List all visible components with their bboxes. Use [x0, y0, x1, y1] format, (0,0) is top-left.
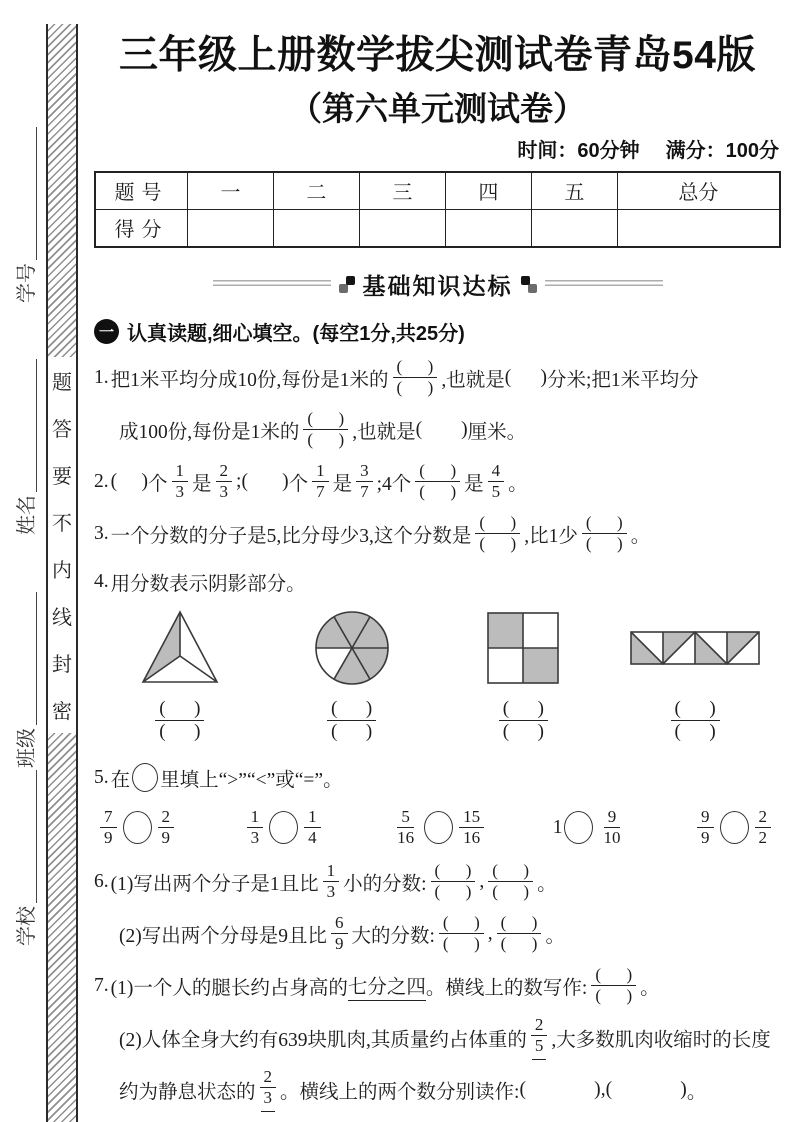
seal-char: 内	[52, 560, 72, 582]
fraction-blank	[582, 513, 627, 554]
question-5-title	[94, 756, 781, 800]
question-6-part-2	[94, 908, 781, 960]
seal-char: 答	[52, 419, 72, 441]
fraction	[216, 461, 233, 502]
seal-char: 封	[52, 654, 72, 676]
question-text: ,也就是	[441, 369, 505, 391]
compare-circle	[269, 811, 298, 844]
question-6-part-1	[94, 856, 781, 908]
denominator: 7	[316, 482, 325, 502]
question-text: (1)写出两个分子是1且比	[110, 873, 319, 895]
seal-char: 题	[52, 372, 72, 394]
fraction-blank	[327, 698, 376, 744]
score-header-cell: 二	[273, 172, 359, 210]
hatch-pattern-bottom	[48, 733, 76, 1122]
numerator: ( )	[499, 698, 548, 721]
compare-circle	[564, 811, 593, 844]
question-text: 一个分数的分子是5,比分母少3,这个分数是	[110, 525, 472, 547]
underlined-term: 七分之四	[348, 971, 426, 1001]
numerator: 9	[697, 807, 714, 828]
numerator: 1	[304, 807, 321, 828]
score-cell-empty	[273, 209, 359, 247]
quote-icon-left	[339, 276, 355, 293]
score-cell-empty	[187, 209, 273, 247]
numerator: 5	[397, 807, 414, 828]
fraction	[331, 913, 348, 954]
numerator: ( )	[431, 861, 476, 882]
fraction	[304, 807, 321, 848]
fraction-blank	[439, 913, 484, 954]
question-text: 成100份,每份是1米的	[119, 421, 300, 443]
question-7-part-2-continued	[94, 1064, 781, 1116]
class-field	[11, 592, 37, 768]
question-3	[94, 508, 781, 560]
fraction	[100, 807, 117, 848]
question-text: ,也就是	[352, 421, 416, 443]
numerator: ( )	[582, 513, 627, 534]
whole-number: 1	[552, 816, 563, 838]
question-text: 。	[630, 525, 651, 547]
numerator: 1	[323, 861, 340, 882]
fraction-blank	[488, 861, 533, 902]
student-id-field	[11, 127, 37, 303]
denominator: ( )	[442, 934, 480, 954]
question-4-shapes	[94, 608, 781, 688]
fraction-blank	[415, 461, 460, 502]
numerator: ( )	[303, 409, 348, 430]
question-number: 4.	[94, 570, 109, 592]
fraction	[697, 807, 714, 848]
fraction-blank	[303, 409, 348, 450]
question-text: 是	[192, 473, 212, 495]
question-1-line-1	[94, 352, 781, 404]
score-header-cell: 题号	[95, 172, 187, 210]
time-limit: 时间：60分钟	[517, 139, 640, 162]
denominator: ( )	[396, 378, 434, 398]
question-text: 约为静息状态的	[119, 1081, 256, 1103]
comparison-item	[389, 807, 488, 848]
fraction-blank	[591, 965, 636, 1006]
denominator: 4	[308, 828, 317, 848]
denominator: 5	[534, 1036, 544, 1056]
score-row-label: 得分	[95, 209, 187, 247]
question-text: 。	[640, 977, 660, 999]
numerator: 9	[604, 807, 621, 828]
fraction	[323, 861, 340, 902]
fraction	[459, 807, 484, 848]
question-7-part-2	[94, 1012, 781, 1064]
question-text: 。	[537, 873, 557, 895]
numerator: 2	[216, 461, 233, 482]
question-text: ;4个	[376, 473, 412, 495]
fraction-blank	[155, 698, 204, 744]
banner-line-right	[545, 280, 663, 288]
numerator: ( )	[155, 698, 204, 721]
question-text: ;	[236, 470, 242, 492]
numerator: 7	[100, 807, 117, 828]
fraction-blank	[499, 698, 548, 744]
question-5-comparisons	[94, 800, 781, 856]
seal-char: 要	[52, 466, 72, 488]
question-4-title	[94, 560, 781, 604]
answer-blank: ( )	[519, 1078, 601, 1100]
question-text: ,	[479, 870, 485, 892]
answer-blank: ( )	[241, 470, 289, 492]
denominator: ( )	[159, 721, 201, 743]
banner-title: 基础知识达标	[362, 272, 513, 299]
answer-blank: ( )	[415, 418, 468, 440]
part-one-title: 认真读题,细心填空。(每空1分,共25分)	[127, 322, 465, 345]
question-number: 6.	[94, 870, 109, 892]
denominator: ( )	[307, 430, 345, 450]
numerator: 2	[158, 807, 175, 828]
class-label: 班级	[16, 728, 38, 768]
denominator: ( )	[492, 882, 530, 902]
question-number: 5.	[94, 766, 109, 788]
compare-circle	[720, 811, 749, 844]
circle-shape	[313, 609, 391, 687]
question-number: 7.	[94, 974, 109, 996]
numerator: 1	[172, 461, 189, 482]
fraction	[260, 1067, 277, 1112]
question-number: 1.	[94, 366, 109, 388]
seal-char: 密	[52, 701, 72, 723]
numerator: ( )	[497, 913, 542, 934]
question-text: 把1米平均分成10份,每份是1米的	[110, 369, 389, 391]
student-id-blank-line	[17, 127, 37, 260]
denominator: ( )	[331, 721, 373, 743]
answer-blank: ( )	[605, 1078, 687, 1100]
numerator: ( )	[671, 698, 720, 721]
question-text: ,比1少	[524, 525, 578, 547]
question-text: 用分数表示阴影部分。	[110, 573, 306, 595]
fraction	[356, 461, 373, 502]
fraction	[393, 807, 418, 848]
question-text: 。	[686, 1081, 707, 1103]
denominator: 7	[360, 482, 369, 502]
denominator: 5	[491, 482, 501, 502]
paper-subtitle: （第六单元测试卷）	[289, 89, 586, 127]
question-text: ,大多数肌肉收缩时的长度	[551, 1029, 771, 1051]
fraction-blank	[431, 861, 476, 902]
denominator: 3	[326, 882, 336, 902]
fraction	[755, 807, 772, 848]
rectangle-shape	[629, 630, 761, 666]
hatch-pattern-top	[48, 24, 76, 357]
school-label: 学校	[16, 906, 38, 946]
denominator: ( )	[595, 986, 633, 1006]
question-text: ,	[487, 922, 493, 944]
denominator: 3	[263, 1088, 273, 1108]
denominator: 10	[603, 828, 621, 848]
question-text: (1)一个人的腿长约占身高的	[110, 977, 348, 999]
quote-icon-right	[521, 276, 537, 293]
score-header-cell: 一	[187, 172, 273, 210]
question-text: (2)人体全身大约有639块肌肉,其质量约占体重的	[119, 1029, 527, 1051]
score-header-cell: 四	[445, 172, 531, 210]
denominator: ( )	[500, 934, 538, 954]
seal-char: 线	[52, 607, 72, 629]
question-text: 在	[110, 769, 131, 791]
comparison-item	[553, 807, 629, 848]
numerator: ( )	[415, 461, 460, 482]
paper-content	[94, 26, 781, 1116]
seal-char: 不	[52, 513, 72, 535]
student-id-label: 学号	[16, 263, 38, 303]
question-text: 。横线上的数写作:	[425, 977, 588, 999]
denominator: 9	[701, 828, 710, 848]
question-text: 里填上“>”“<”或“=”。	[160, 769, 343, 791]
answer-blank: ( )	[110, 470, 148, 492]
numerator: ( )	[591, 965, 636, 986]
score-cell-empty	[531, 209, 617, 247]
denominator: 9	[335, 934, 344, 954]
question-text: 个	[288, 473, 309, 495]
question-1-line-2	[94, 404, 781, 456]
compare-circle	[424, 811, 453, 844]
fraction-blank	[497, 913, 542, 954]
score-cell-empty	[445, 209, 531, 247]
numerator: ( )	[475, 513, 520, 534]
denominator: 9	[104, 828, 113, 848]
numerator: 2	[755, 807, 772, 828]
question-text: 是	[464, 473, 484, 495]
denominator: ( )	[419, 482, 457, 502]
compare-circle	[123, 811, 152, 844]
question-text: 。	[508, 473, 528, 495]
student-name-field	[11, 359, 37, 535]
score-header-cell: 三	[359, 172, 445, 210]
numerator: 1	[312, 461, 329, 482]
fraction	[599, 807, 624, 848]
numerator: ( )	[327, 698, 376, 721]
question-text: 大的分数:	[351, 925, 435, 947]
question-4-answer-blanks	[94, 698, 781, 744]
fraction	[158, 807, 175, 848]
comparison-item	[96, 807, 178, 848]
exam-meta	[94, 134, 779, 163]
denominator: ( )	[479, 534, 517, 554]
denominator: ( )	[434, 882, 472, 902]
answer-blank: ( )	[504, 366, 547, 388]
numerator: ( )	[439, 913, 484, 934]
numerator: 15	[459, 807, 484, 828]
numerator: ( )	[393, 357, 438, 378]
question-text: 。横线上的两个数分别读作:	[280, 1081, 520, 1103]
fraction	[172, 461, 189, 502]
banner-line-left	[213, 280, 331, 288]
score-header-cell: 五	[531, 172, 617, 210]
full-score: 满分：100分	[665, 139, 779, 162]
triangle-shape	[135, 608, 225, 688]
school-field	[11, 770, 37, 946]
question-number: 3.	[94, 522, 109, 544]
question-text: 厘米。	[467, 421, 527, 443]
question-text: 小的分数:	[343, 873, 427, 895]
denominator: 3	[175, 482, 185, 502]
score-table-header-row	[95, 172, 780, 210]
part-one-heading	[94, 317, 781, 346]
question-number: 2.	[94, 470, 109, 492]
question-text: (2)写出两个分母是9且比	[119, 925, 327, 947]
class-blank-line	[17, 592, 37, 725]
student-name-label: 姓名	[16, 495, 38, 535]
fraction-blank	[475, 513, 520, 554]
numerator: 2	[260, 1067, 277, 1088]
score-table	[94, 171, 781, 248]
part-number-badge: 一	[94, 319, 119, 344]
score-cell-empty	[359, 209, 445, 247]
denominator: 3	[219, 482, 229, 502]
denominator: 16	[463, 828, 481, 848]
fraction	[531, 1015, 548, 1060]
question-2	[94, 456, 781, 508]
fraction	[312, 461, 329, 502]
paper-title: 三年级上册数学拔尖测试卷青岛54版	[119, 34, 756, 77]
numerator: 4	[488, 461, 505, 482]
seal-line-text	[48, 357, 76, 733]
denominator: ( )	[674, 721, 716, 743]
denominator: ( )	[502, 721, 544, 743]
square-shape	[486, 611, 560, 685]
section-banner	[94, 268, 781, 301]
fraction	[247, 807, 264, 848]
fraction	[488, 461, 505, 502]
question-text: 。	[545, 925, 565, 947]
denominator: 9	[161, 828, 170, 848]
fraction-blank	[671, 698, 720, 744]
denominator: 16	[397, 828, 415, 848]
question-text: 分米;把1米平均分	[546, 369, 699, 391]
denominator: ( )	[585, 534, 623, 554]
numerator: 6	[331, 913, 348, 934]
question-text: 个	[148, 473, 168, 495]
seal-line-band	[46, 24, 78, 1122]
denominator: 2	[758, 828, 767, 848]
score-header-cell: 总分	[617, 172, 780, 210]
fraction-blank	[393, 357, 438, 398]
school-blank-line	[17, 770, 37, 903]
student-name-blank-line	[17, 359, 37, 492]
question-7-part-1	[94, 960, 781, 1012]
numerator: ( )	[488, 861, 533, 882]
question-text: ,	[600, 1078, 606, 1100]
comparison-item	[693, 807, 775, 848]
comparison-item	[243, 807, 325, 848]
score-cell-empty	[617, 209, 780, 247]
denominator: 3	[250, 828, 260, 848]
numerator: 3	[356, 461, 373, 482]
score-table-score-row	[95, 209, 780, 247]
numerator: 1	[247, 807, 264, 828]
numerator: 2	[531, 1015, 548, 1036]
circle-symbol	[132, 763, 158, 792]
question-text: 是	[332, 473, 353, 495]
